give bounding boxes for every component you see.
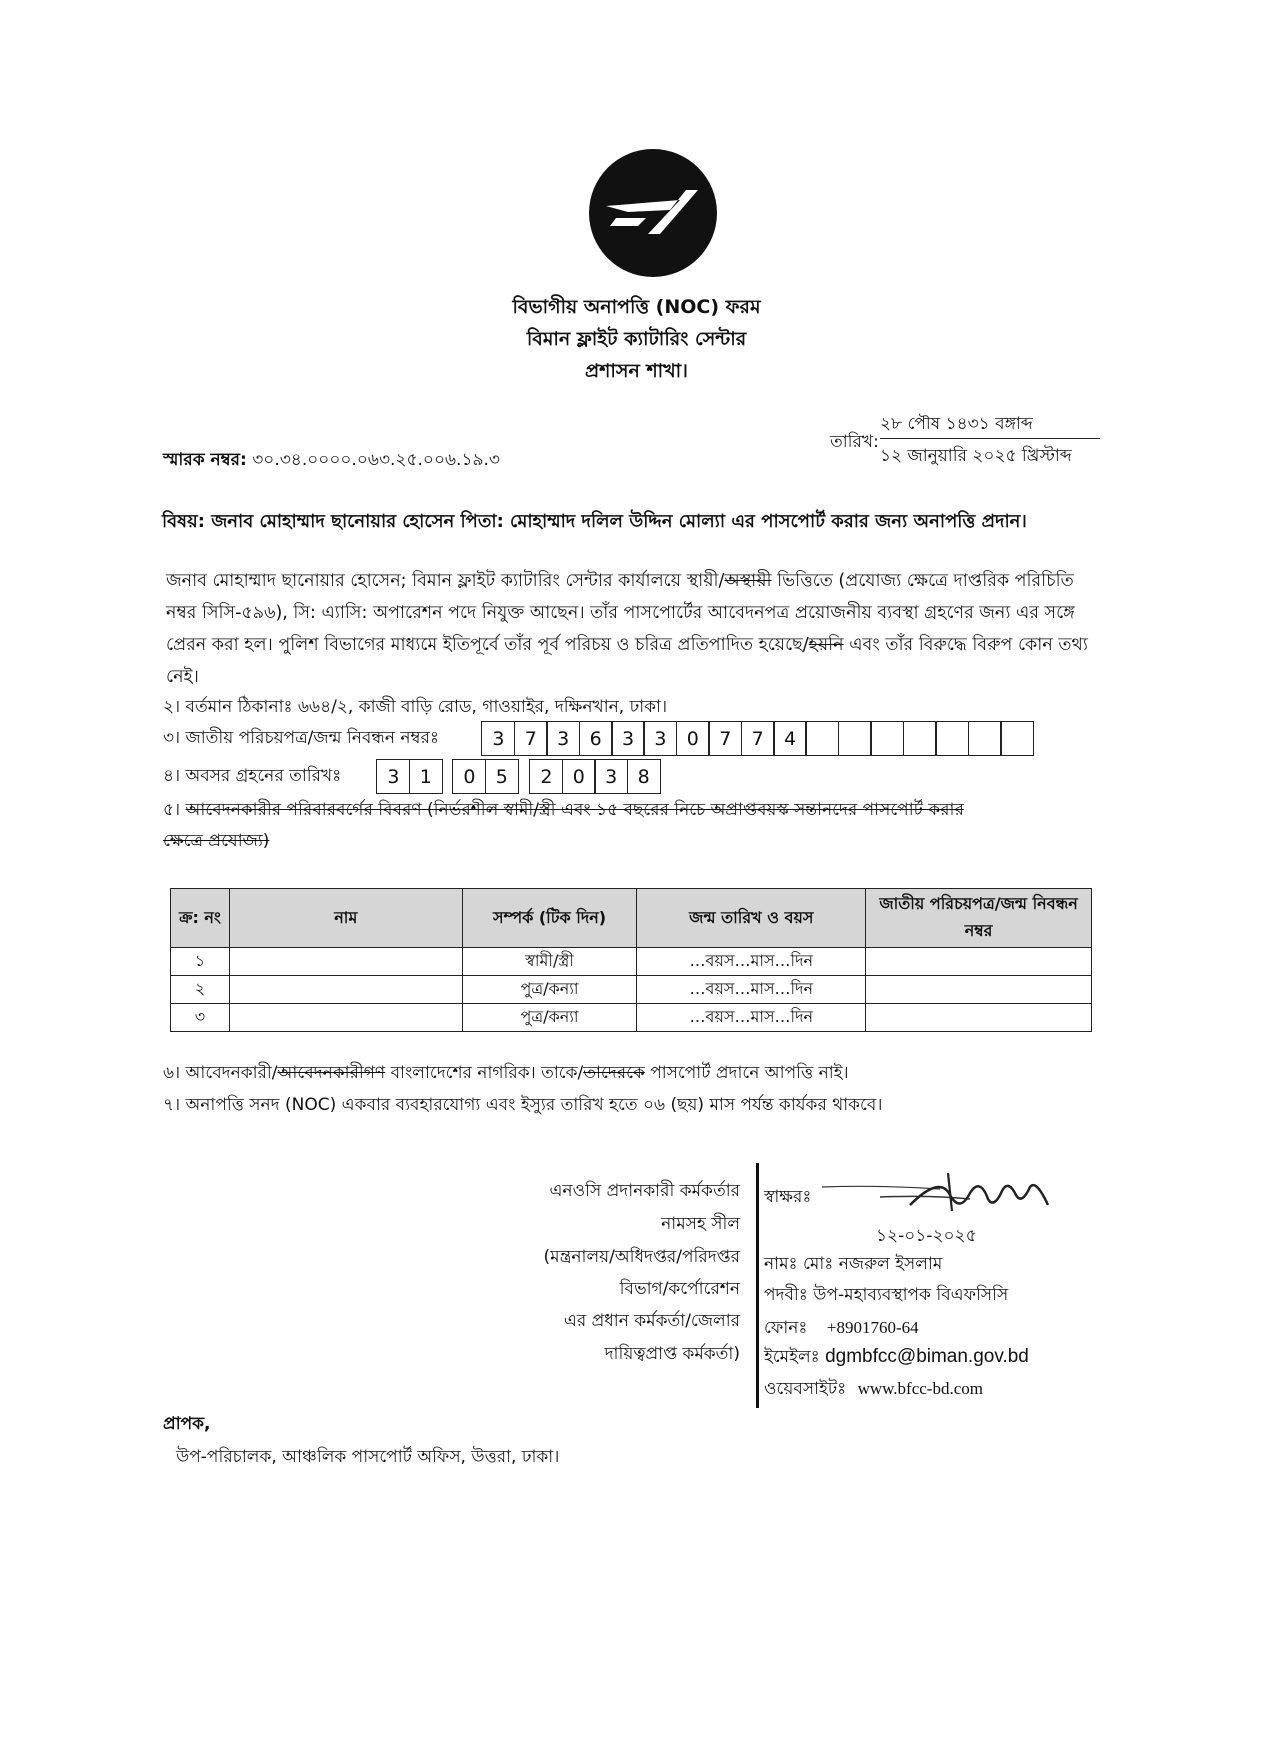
item5-struck-1: আবেদনকারীর পরিবারবর্গের বিবরণ (নির্ভরশীল স্বামী/স্ত্রী এবং ১৫ বছরের নিচে অপ্রাপ্তবয়স্ক সন্তানদের পাসপোর্ট করার xyxy=(185,800,964,820)
phone-value: +8901760-64 xyxy=(826,1318,919,1337)
cell-name[interactable] xyxy=(229,948,462,976)
cell-serial: ৩ xyxy=(171,1004,230,1032)
nid-digit-box[interactable] xyxy=(838,721,872,756)
address-line: ২। বর্তমান ঠিকানাঃ ৬৬৪/২, কাজী বাড়ি রোড, গাওয়াইর, দক্ষিনখান, ঢাকা। xyxy=(163,697,668,717)
item6-a-struck: আবেদনকারীগণ xyxy=(277,1063,386,1083)
biman-logo xyxy=(588,148,718,278)
item5-num: ৫। xyxy=(163,800,186,820)
sign-label: স্বাক্ষরঃ xyxy=(764,1187,812,1207)
retire-digit-box[interactable]: 2 xyxy=(529,759,563,794)
nid-digit-box[interactable]: 3 xyxy=(643,721,677,756)
signatory-name: নামঃ মোঃ নজরুল ইসলাম xyxy=(764,1254,943,1274)
memo-number xyxy=(163,452,500,469)
table-row xyxy=(171,948,1092,976)
col-dob-age: জন্ম তারিখ ও বয়স xyxy=(637,889,866,948)
retire-digit-box[interactable]: 3 xyxy=(376,759,410,794)
issuer-line-4: বিভাগ/কর্পোরেশন xyxy=(619,1279,740,1299)
nid-digit-box[interactable]: 6 xyxy=(579,721,613,756)
cell-dob-age[interactable]: …বয়স…মাস…দিন xyxy=(637,976,866,1004)
branch-name: প্রশাসন শাখা। xyxy=(585,360,688,382)
memo-value: ৩০.৩৪.০০০০.০৬৩.২৫.০০৬.১৯.৩ xyxy=(252,450,500,470)
subject-text: জনাব মোহাম্মাদ ছানোয়ার হোসেন পিতা: মোহাম্মাদ দলিল উদ্দিন মোল্যা এর পাসপোর্ট করার জন্য অনাপত্তি প্রদান। xyxy=(211,511,1027,532)
body-paragraph xyxy=(166,565,1092,693)
col-nid: জাতীয় পরিচয়পত্র/জন্ম নিবন্ধন নম্বর xyxy=(866,889,1092,948)
subject-label: বিষয়: xyxy=(162,511,205,532)
recipient-text: উপ-পরিচালক, আঞ্চলিক পাসপোর্ট অফিস, উত্তরা, ঢাকা। xyxy=(176,1447,560,1467)
cell-relation[interactable]: পুত্র/কন্যা xyxy=(462,1004,637,1032)
nid-digit-box[interactable] xyxy=(935,721,969,756)
org-name: বিমান ফ্লাইট ক্যাটারিং সেন্টার xyxy=(526,328,747,350)
nid-digit-box[interactable]: 0 xyxy=(676,721,710,756)
item5-line2: ক্ষেত্রে প্রযোজ্য) xyxy=(163,831,270,851)
nid-digit-box[interactable]: 3 xyxy=(546,721,580,756)
retire-year-boxes xyxy=(531,759,661,794)
col-relation: সম্পর্ক (টিক দিন) xyxy=(462,889,637,948)
col-serial: ক্র: নং xyxy=(171,889,230,948)
family-table xyxy=(170,888,1092,1032)
cell-name[interactable] xyxy=(229,976,462,1004)
issuer-line-5: এর প্রধান কর্মকর্তা/জেলার xyxy=(563,1311,740,1331)
memo-label: স্মারক নম্বর: xyxy=(163,450,247,470)
cell-dob-age[interactable]: …বয়স…মাস…দিন xyxy=(637,948,866,976)
sign-date: ১২-০১-২০২৫ xyxy=(876,1226,977,1246)
issuer-line-3: (মন্ত্রনালয়/অধিদপ্তর/পরিদপ্তর xyxy=(543,1247,740,1267)
email-label: ইমেইলঃ xyxy=(764,1347,820,1367)
cell-serial: ১ xyxy=(171,948,230,976)
body-text-2: ভিত্তিতে (প্রযোজ্য ক্ষেত্রে দাপ্তরিক পরিচিতি নম্বর সিসি-৫৯৬), সি: এ্যাসি: অপারেশন পদে নিযুক্ত আছেন। তাঁর পাসপোর্টের আবেদনপত্র প্রয়োজনীয় ব্যবস্থা গ্রহণের জন্য এর সঙ্গে প্রেরন করা হল। পুলিশ বিভাগের মাধ্যমে ইতিপূর্বে তাঁর পূর্ব পরিচয় ও চরিত্র প্রতিপাদিত হয়েছে/ xyxy=(166,571,1075,655)
body-text-3: এবং তাঁর বিরুদ্ধে বিরুপ কোন তথ্য নেই। xyxy=(166,635,1088,687)
nid-digit-box[interactable]: 7 xyxy=(708,721,742,756)
website-line xyxy=(764,1380,983,1398)
nid-digit-box[interactable]: 4 xyxy=(773,721,807,756)
nid-digit-box[interactable]: 7 xyxy=(741,721,775,756)
table-header-row xyxy=(171,889,1092,948)
nid-label: ৩। জাতীয় পরিচয়পত্র/জন্ম নিবন্ধন নম্বরঃ xyxy=(163,728,439,748)
cell-nid[interactable] xyxy=(866,1004,1092,1032)
body-struck-2: হয়নি xyxy=(808,635,844,655)
retire-digit-box[interactable]: 5 xyxy=(485,759,519,794)
web-label: ওয়েবসাইটঃ xyxy=(764,1379,847,1399)
form-title: বিভাগীয় অনাপত্তি (NOC) ফরম xyxy=(512,296,761,318)
cell-name[interactable] xyxy=(229,1004,462,1032)
cell-nid[interactable] xyxy=(866,976,1092,1004)
date-label: তারিখ: xyxy=(830,432,879,452)
recipient-label: প্রাপক, xyxy=(163,1414,211,1434)
retire-label: ৪। অবসর গ্রহনের তারিখঃ xyxy=(163,766,342,786)
date-gregorian: ১২ জানুয়ারি ২০২৫ খ্রিস্টাব্দ xyxy=(880,446,1072,466)
nid-digit-box[interactable] xyxy=(805,721,839,756)
nid-digit-box[interactable]: 3 xyxy=(481,721,515,756)
cell-serial: ২ xyxy=(171,976,230,1004)
cell-relation[interactable]: পুত্র/কন্যা xyxy=(462,976,637,1004)
phone-label: ফোনঃ xyxy=(764,1318,808,1338)
cell-nid[interactable] xyxy=(866,948,1092,976)
subject-line xyxy=(162,513,1027,531)
issuer-line-6: দায়িত্বপ্রাপ্ত কর্মকর্তা) xyxy=(604,1344,740,1364)
body-struck-1: অস্থায়ী xyxy=(724,571,772,591)
nid-digit-box[interactable]: 7 xyxy=(514,721,548,756)
email-value[interactable]: dgmbfcc@biman.gov.bd xyxy=(825,1346,1029,1367)
col-name: নাম xyxy=(229,889,462,948)
item6-b: বাংলাদেশের নাগরিক। তাকে/ xyxy=(385,1063,584,1083)
item6-line xyxy=(163,1065,849,1082)
retire-digit-box[interactable]: 0 xyxy=(452,759,486,794)
nid-digit-box[interactable] xyxy=(903,721,937,756)
item6-b-struck: তাদেরকে xyxy=(583,1063,645,1083)
retire-digit-box[interactable]: 8 xyxy=(627,759,661,794)
signatory-designation: পদবীঃ উপ-মহাব্যবস্থাপক বিএফসিসি xyxy=(764,1285,1009,1305)
cell-relation[interactable]: স্বামী/স্ত্রী xyxy=(462,948,637,976)
item7-line: ৭। অনাপত্তি সনদ (NOC) একবার ব্যবহারযোগ্য এবং ইস্যুর তারিখ হতে ০৬ (ছয়) মাস পর্যন্ত কার্যকর থাকবে। xyxy=(163,1095,883,1115)
retire-digit-box[interactable]: 1 xyxy=(409,759,443,794)
issuer-line-1: এনওসি প্রদানকারী কর্মকর্তার xyxy=(549,1181,740,1201)
cell-dob-age[interactable]: …বয়স…মাস…দিন xyxy=(637,1004,866,1032)
nid-digit-box[interactable] xyxy=(870,721,904,756)
retire-digit-box[interactable]: 0 xyxy=(562,759,596,794)
date-bangla: ২৮ পৌষ ১৪৩১ বঙ্গাব্দ xyxy=(880,416,1100,439)
nid-digit-box[interactable] xyxy=(968,721,1002,756)
item5-line1 xyxy=(163,802,964,819)
divider-line xyxy=(756,1163,759,1408)
item6-c: পাসপোর্ট প্রদানে আপত্তি নাই। xyxy=(644,1063,849,1083)
table-row xyxy=(171,1004,1092,1032)
web-value[interactable]: www.bfcc-bd.com xyxy=(857,1379,983,1398)
retire-month-boxes xyxy=(454,759,519,794)
table-row xyxy=(171,976,1092,1004)
signature-image xyxy=(820,1165,1055,1225)
phone-line xyxy=(764,1319,919,1337)
issuer-line-2: নামসহ সীল xyxy=(661,1214,740,1234)
retire-day-boxes xyxy=(378,759,443,794)
nid-digit-box[interactable]: 3 xyxy=(611,721,645,756)
retire-digit-box[interactable]: 3 xyxy=(594,759,628,794)
nid-digit-box[interactable] xyxy=(1000,721,1034,756)
email-line xyxy=(764,1347,1029,1366)
item6-a: ৬। আবেদনকারী/ xyxy=(163,1063,278,1083)
nid-boxes xyxy=(483,721,1034,756)
body-text-1: জনাব মোহাম্মাদ ছানোয়ার হোসেন; বিমান ফ্লাইট ক্যাটারিং সেন্টার কার্যালয়ে স্থায়ী/ xyxy=(166,571,725,591)
